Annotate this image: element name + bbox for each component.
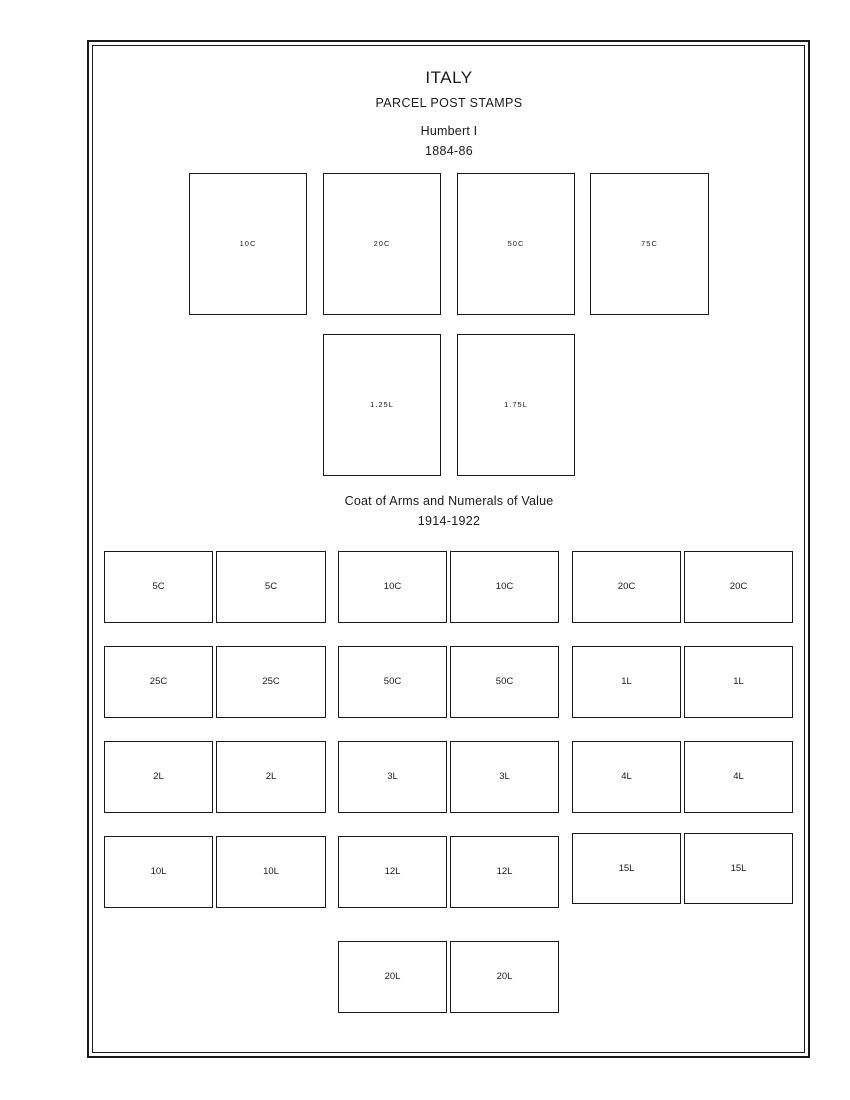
stamp-denomination: 12L (496, 866, 513, 878)
stamp-space (684, 551, 793, 623)
page-title: ITALY (425, 68, 473, 87)
stamp-space (572, 741, 681, 813)
stamp-denomination: 50C (507, 239, 525, 249)
stamp-space (450, 836, 559, 908)
stamp-denomination: 1L (621, 676, 632, 688)
stamp-space (323, 334, 441, 476)
stamp-denomination: 10C (383, 581, 402, 593)
stamp-denomination: 10C (239, 239, 257, 249)
stamp-space (684, 741, 793, 813)
section-heading-humbert: Humbert I (420, 124, 478, 138)
stamp-denomination: 20L (384, 971, 401, 983)
stamp-space (338, 551, 447, 623)
stamp-space (450, 741, 559, 813)
stamp-denomination: 20L (496, 971, 513, 983)
stamp-denomination: 10L (263, 866, 279, 878)
stamp-denomination: 10L (150, 866, 167, 878)
stamp-space (216, 836, 326, 908)
stamp-denomination: 4L (733, 771, 744, 783)
stamp-denomination: 75C (641, 239, 658, 249)
stamp-space (323, 173, 441, 315)
stamp-denomination: 4L (621, 771, 632, 783)
stamp-space (216, 551, 326, 623)
stamp-denomination: 1.75L (504, 400, 528, 410)
stamp-denomination: 20C (729, 581, 748, 593)
stamp-space (104, 836, 213, 908)
stamp-space (216, 741, 326, 813)
stamp-space (684, 646, 793, 718)
stamp-denomination: 1.25L (370, 400, 394, 410)
stamp-space (189, 173, 307, 315)
stamp-space (104, 741, 213, 813)
stamp-space (457, 173, 575, 315)
stamp-space (338, 646, 447, 718)
stamp-denomination: 1L (733, 676, 744, 688)
section-heading-coat-of-arms: Coat of Arms and Numerals of Value (344, 494, 554, 508)
stamp-denomination: 2L (265, 771, 277, 783)
stamp-denomination: 15L (730, 862, 747, 874)
section-years-coat-of-arms: 1914-1922 (417, 514, 481, 528)
stamp-denomination: 50C (495, 676, 514, 688)
stamp-space (572, 646, 681, 718)
stamp-space (104, 646, 213, 718)
stamp-denomination: 15L (618, 862, 635, 874)
page-subtitle: PARCEL POST STAMPS (375, 96, 523, 110)
stamp-space (338, 741, 447, 813)
stamp-denomination: 5C (264, 581, 278, 593)
stamp-space (457, 334, 575, 476)
stamp-space (216, 646, 326, 718)
stamp-denomination: 2L (153, 771, 164, 783)
stamp-denomination: 50C (383, 676, 402, 688)
stamp-denomination: 20C (373, 239, 391, 249)
stamp-denomination: 25C (149, 676, 168, 688)
stamp-denomination: 10C (495, 581, 514, 593)
stamp-denomination: 12L (384, 866, 401, 878)
stamp-space (572, 551, 681, 623)
stamp-denomination: 20C (617, 581, 636, 593)
stamp-space (572, 833, 681, 904)
section-years-humbert: 1884-86 (425, 144, 473, 158)
stamp-space (684, 833, 793, 904)
stamp-denomination: 3L (387, 771, 398, 783)
stamp-space (338, 941, 447, 1013)
stamp-denomination: 25C (262, 676, 280, 688)
stamp-denomination: 3L (499, 771, 510, 783)
stamp-space (104, 551, 213, 623)
stamp-space (450, 941, 559, 1013)
stamp-space (450, 646, 559, 718)
stamp-space (590, 173, 709, 315)
stamp-space (338, 836, 447, 908)
stamp-denomination: 5C (152, 581, 165, 593)
stamp-space (450, 551, 559, 623)
